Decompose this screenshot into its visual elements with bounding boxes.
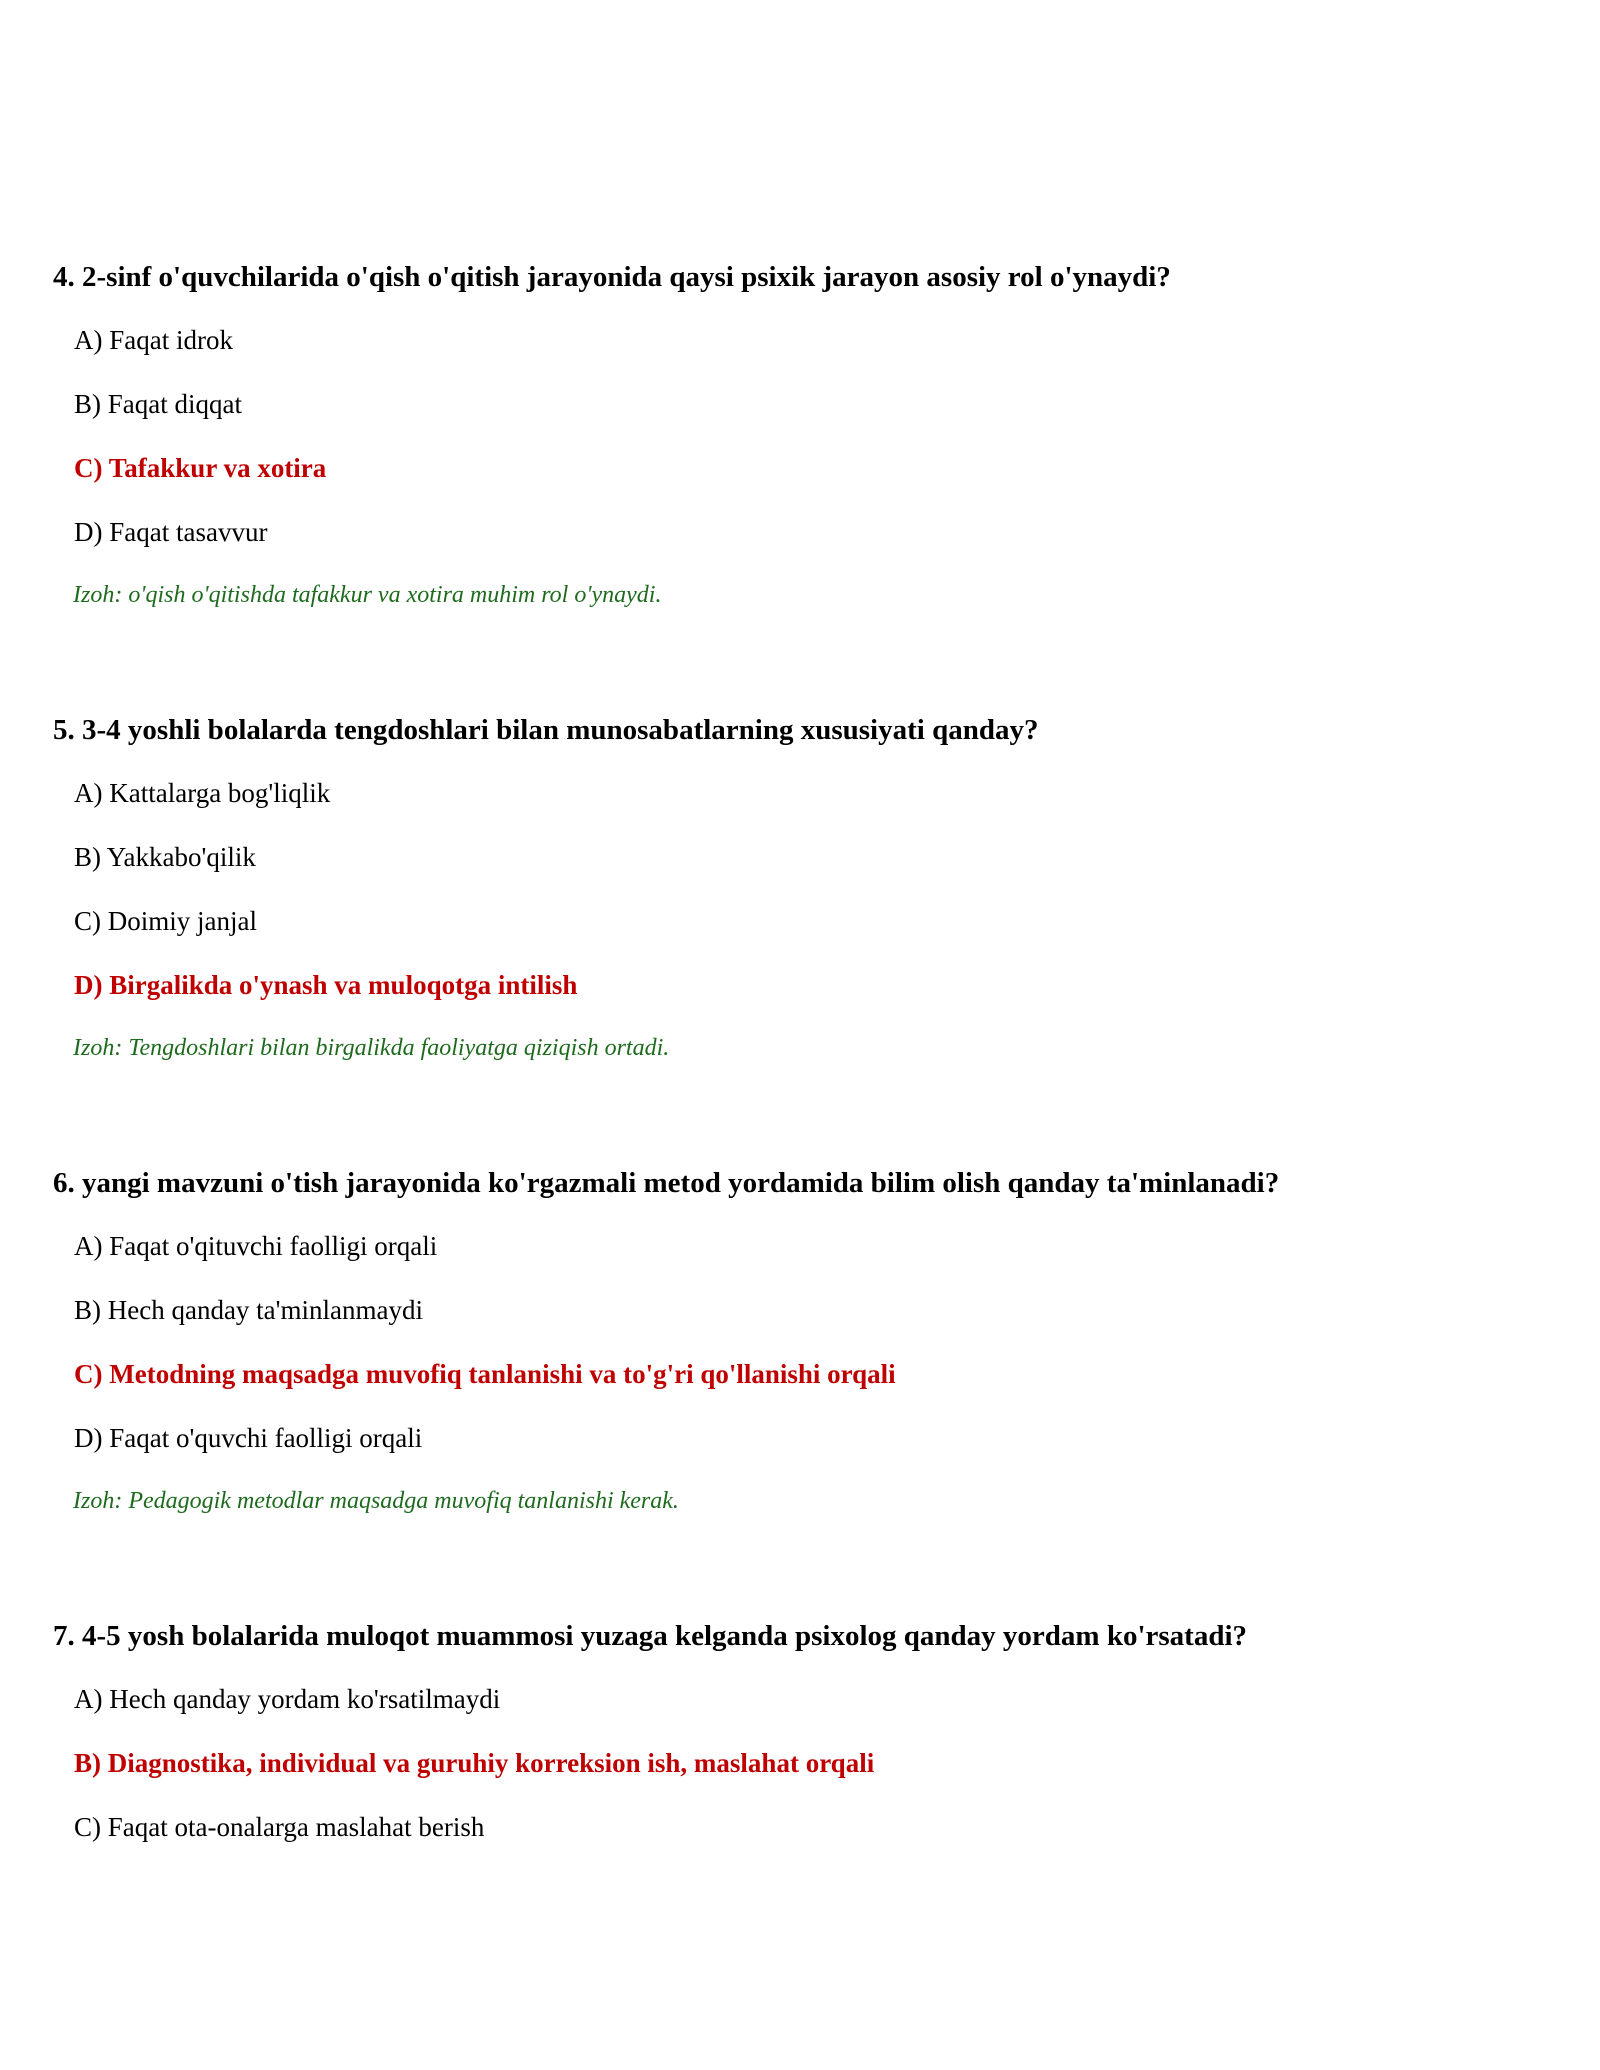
correct-answer-option: C) Tafakkur va xotira (74, 453, 327, 483)
answer-option: D) Faqat tasavvur (74, 517, 268, 547)
question-title: 7. 4-5 yosh bolalarida muloqot muammosi yuzaga kelganda psixolog qanday yordam ko'rsatadi? (53, 1620, 1248, 1652)
explanation-note: Izoh: Tengdoshlari bilan birgalikda faoliyatga qiziqish ortadi. (73, 1035, 670, 1061)
answer-option: A) Kattalarga bog'liqlik (74, 778, 331, 808)
answer-option: A) Faqat idrok (74, 325, 233, 355)
answer-option: B) Yakkabo'qilik (74, 842, 256, 872)
answer-option: B) Faqat diqqat (74, 389, 242, 419)
explanation-note: Izoh: o'qish o'qitishda tafakkur va xotira muhim rol o'ynaydi. (73, 582, 662, 608)
answer-option: D) Faqat o'quvchi faolligi orqali (74, 1423, 423, 1453)
answer-option: C) Doimiy janjal (74, 906, 257, 936)
question-title: 4. 2-sinf o'quvchilarida o'qish o'qitish jarayonida qaysi psixik jarayon asosiy rol o'ynaydi? (53, 261, 1171, 293)
correct-answer-option: D) Birgalikda o'ynash va muloqotga intilish (74, 970, 578, 1000)
correct-answer-option: C) Metodning maqsadga muvofiq tanlanishi va to'g'ri qo'llanishi orqali (74, 1359, 896, 1389)
answer-option: B) Hech qanday ta'minlanmaydi (74, 1295, 424, 1325)
answer-option: A) Faqat o'qituvchi faolligi orqali (74, 1231, 438, 1261)
answer-option: C) Faqat ota-onalarga maslahat berish (74, 1812, 485, 1842)
correct-answer-option: B) Diagnostika, individual va guruhiy korreksion ish, maslahat orqali (74, 1748, 875, 1778)
answer-option: A) Hech qanday yordam ko'rsatilmaydi (74, 1684, 501, 1714)
question-title: 5. 3-4 yoshli bolalarda tengdoshlari bilan munosabatlarning xususiyati qanday? (53, 714, 1039, 746)
explanation-note: Izoh: Pedagogik metodlar maqsadga muvofiq tanlanishi kerak. (73, 1488, 679, 1514)
question-title: 6. yangi mavzuni o'tish jarayonida ko'rgazmali metod yordamida bilim olish qanday ta'minlanadi? (53, 1167, 1280, 1199)
